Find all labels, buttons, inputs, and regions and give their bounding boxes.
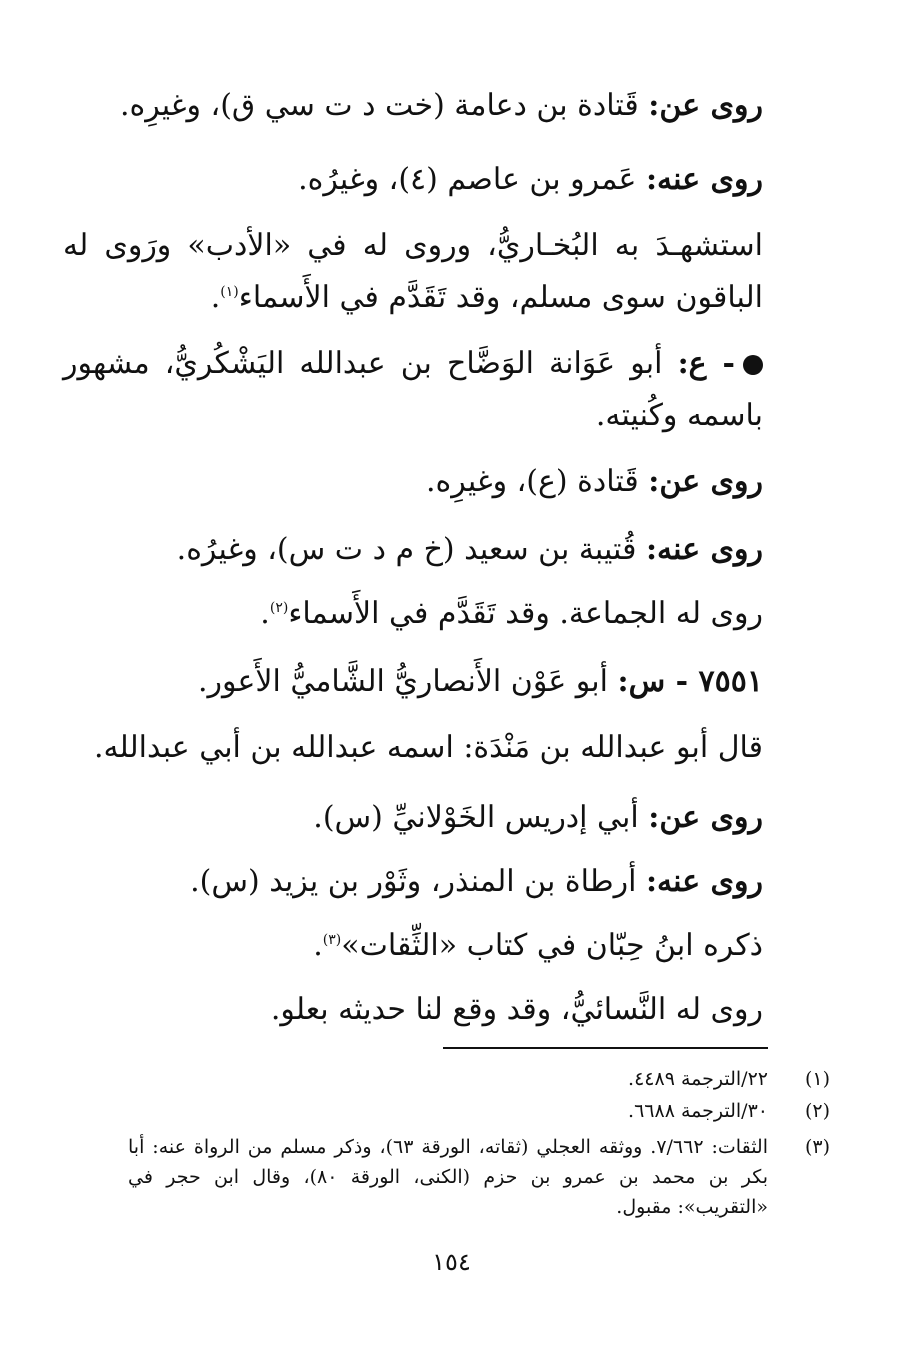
footnote-number: (٢) <box>804 1100 830 1122</box>
label: روى عن: <box>648 88 763 123</box>
footnote-marker: (١) <box>220 284 239 300</box>
entry-heading <box>63 338 763 442</box>
text-line <box>426 462 763 502</box>
text-line <box>120 86 763 126</box>
label: روى عنه: <box>645 532 763 567</box>
footnote-text: ٢٢/الترجمة ٤٤٨٩. <box>628 1068 768 1090</box>
entry-heading <box>198 662 763 702</box>
footnote <box>128 1096 830 1126</box>
text-line <box>313 926 763 966</box>
text: أبو عَوْن الأَنصاريُّ الشَّاميُّ الأَعور. <box>197 664 608 699</box>
text: عَمرو بن عاصم (٤)، وغيرُه. <box>298 162 637 197</box>
footnote-number: (٣) <box>804 1136 830 1158</box>
label: روى عن: <box>648 800 763 835</box>
text-line <box>313 798 763 838</box>
footnote <box>128 1064 830 1094</box>
text-end: . <box>260 596 270 631</box>
text: ذكره ابنُ حِبّان في كتاب «الثِّقات» <box>341 928 763 963</box>
text: أرطاة بن المنذر، وثَوْر بن يزيد (س). <box>190 864 637 899</box>
page-number: ١٥٤ <box>432 1248 471 1276</box>
text-line <box>260 594 763 634</box>
bullet-icon <box>743 355 763 375</box>
text: روى له النَّسائيُّ، وقد وقع لنا حديثه بعلو. <box>270 992 763 1027</box>
text: قَتادة (ع)، وغيرِه. <box>426 464 639 499</box>
text: استشهـدَ به البُخـاريُّ، وروى له في «الأدب» ورَوى له الباقون سوى مسلم، وقد تَقَدَّم في الأَسماء <box>63 228 763 315</box>
footnote <box>128 1132 830 1222</box>
text: قال أبو عبدالله بن مَنْدَة: اسمه عبدالله بن أبي عبدالله. <box>93 730 763 765</box>
text-line <box>271 990 763 1030</box>
text: روى له الجماعة. وقد تَقَدَّم في الأَسماء <box>288 596 763 631</box>
label: روى عنه: <box>645 864 763 899</box>
text-line <box>190 862 763 902</box>
label: - ع: <box>677 346 735 381</box>
footnote-marker: (٣) <box>322 932 342 948</box>
text: قُتيبة بن سعيد (خ م د ت س)، وغيرُه. <box>176 532 637 567</box>
footnote-number: (١) <box>804 1068 830 1090</box>
text-line <box>177 530 763 570</box>
label: روى عنه: <box>645 162 763 197</box>
text: أبو عَوَانة الوَضَّاح بن عبدالله اليَشْكُريُّ، مشهور باسمه وكُنيته. <box>63 346 763 433</box>
text-end: . <box>313 928 323 963</box>
text: أبي إدريس الخَوْلانيِّ (س). <box>313 800 639 835</box>
footnote-text: ٣٠/الترجمة ٦٦٨٨. <box>628 1100 768 1122</box>
label: ٧٥٥١ - س: <box>617 664 763 699</box>
text-line <box>298 160 763 200</box>
footnote-marker: (٢) <box>269 600 289 616</box>
footnote-text: الثقات: ٧/٦٦٢. ووثقه العجلي (ثقاته، الورقة ٦٣)، وذكر مسلم من الرواة عنه: أبا بكر بن محمد بن عمرو بن حزم (الكنى، الورقة ٨٠)، وقال ابن حجر في «التقريب»: مقبول. <box>128 1136 769 1218</box>
label: روى عن: <box>648 464 763 499</box>
paragraph: استشهـدَ به البُخـاريُّ، وروى له في «الأدب» ورَوى له الباقون سوى مسلم، وقد تَقَدَّم في الأَسماء$^{(١)}$. <box>63 228 763 315</box>
text-line <box>94 728 763 768</box>
footnote-separator <box>443 1047 768 1049</box>
text: قَتادة بن دعامة (خت د ت سي ق)، وغيرِه. <box>119 88 639 123</box>
